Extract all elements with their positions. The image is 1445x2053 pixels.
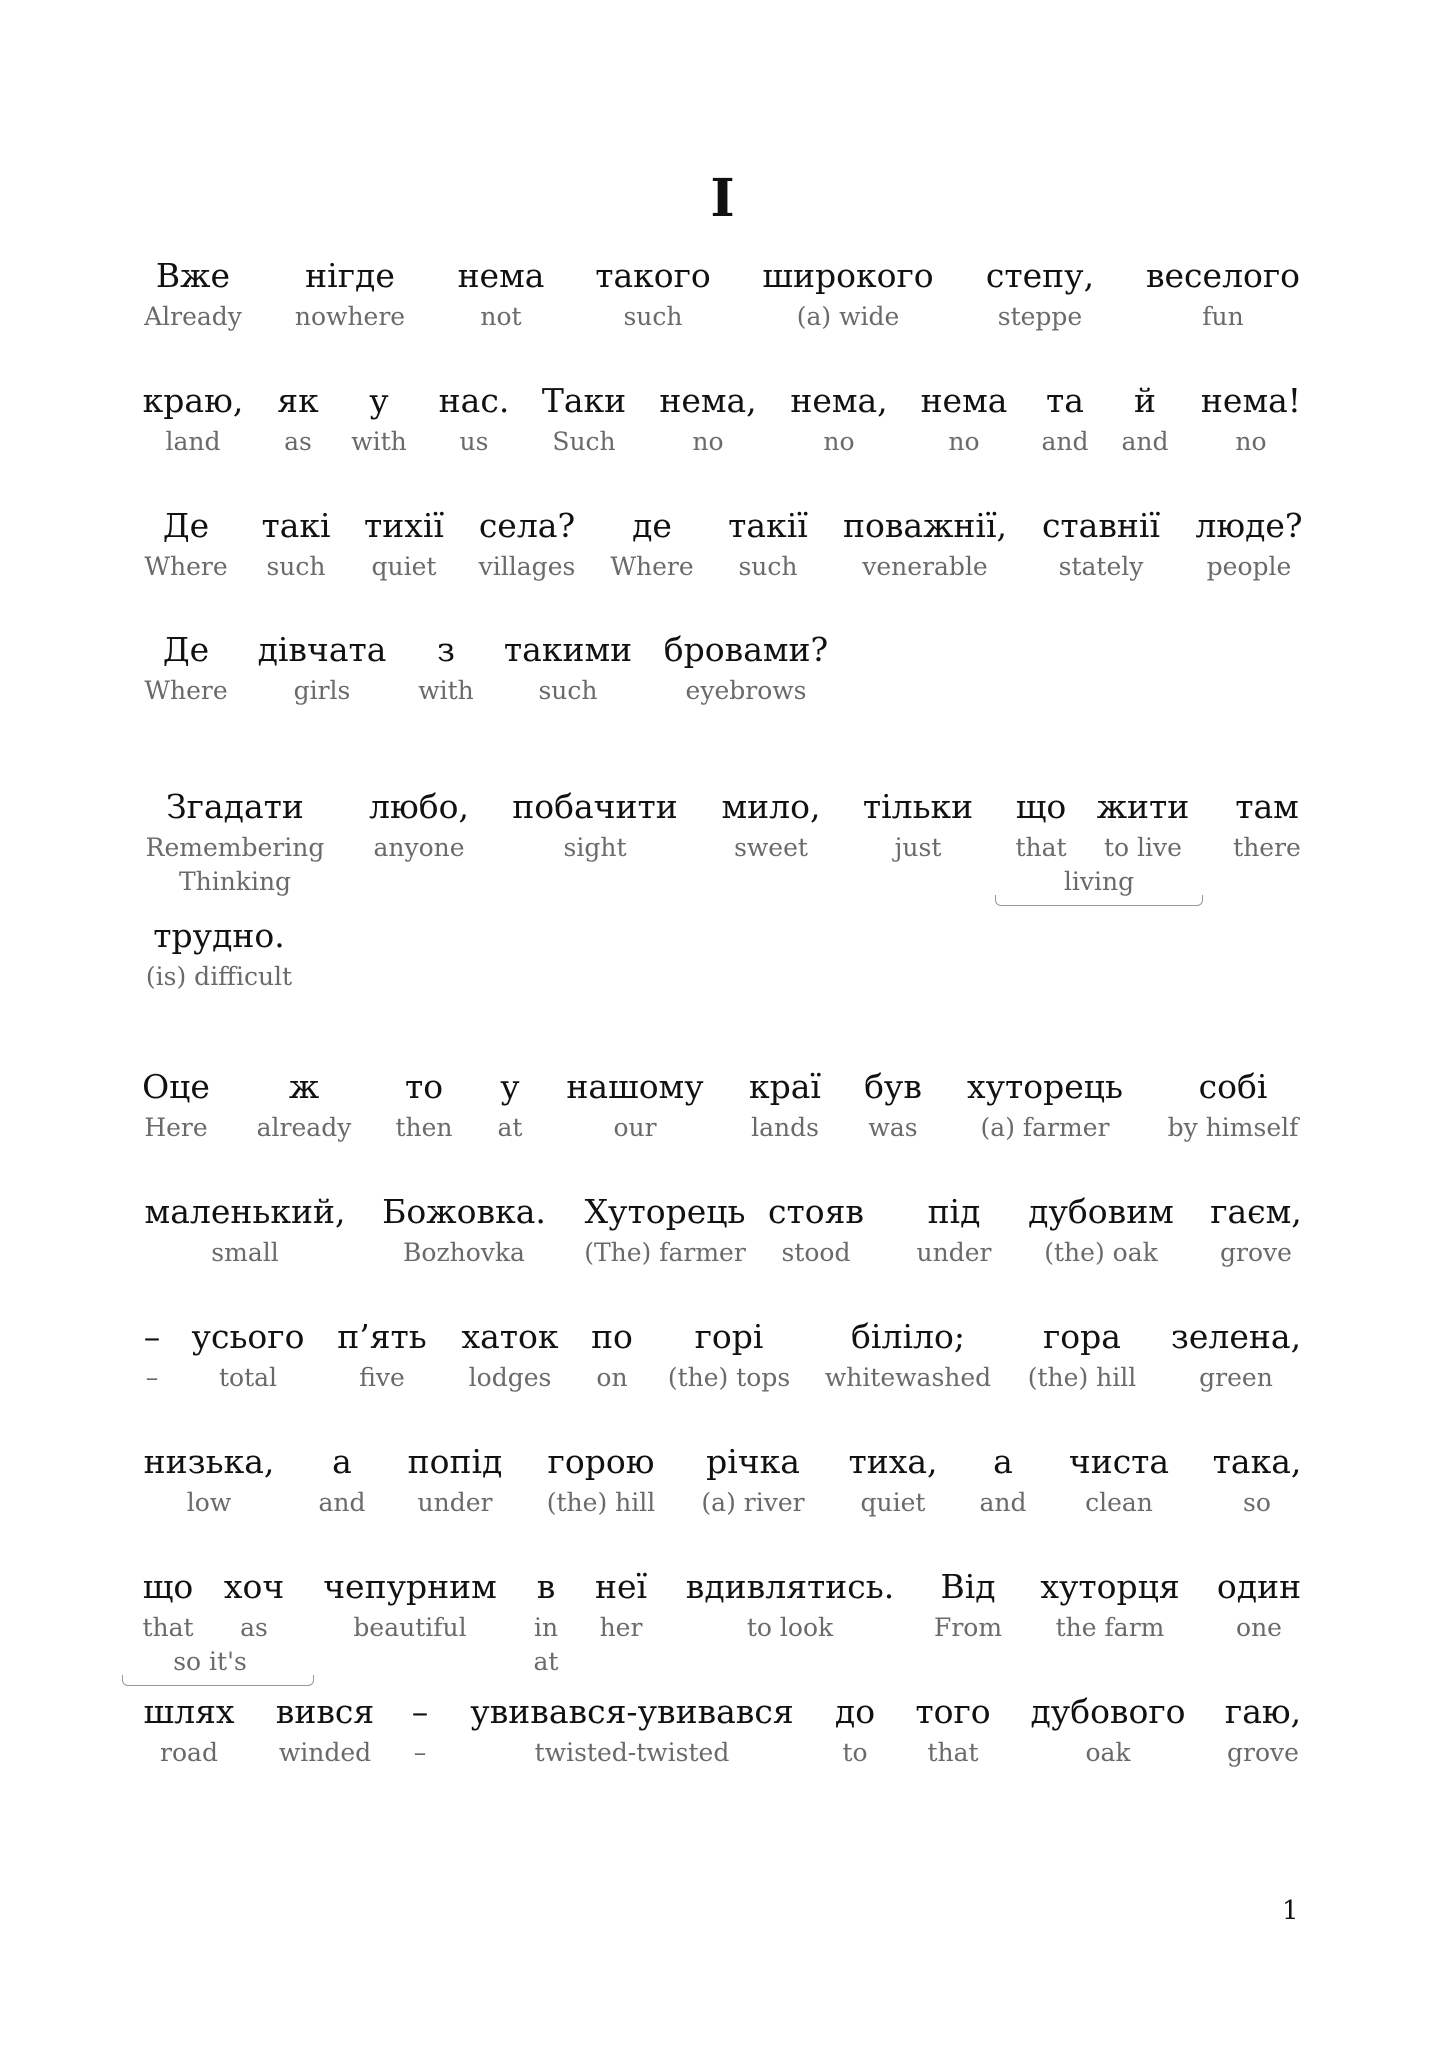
- english-gloss: with: [418, 676, 474, 705]
- page-number: 1: [1282, 1896, 1299, 1926]
- ukrainian-word: стояв: [767, 1192, 865, 1231]
- ukrainian-word: мило,: [721, 787, 821, 826]
- english-gloss: her: [599, 1613, 643, 1642]
- english-gloss: five: [359, 1363, 405, 1392]
- ukrainian-word: у: [369, 381, 389, 420]
- ukrainian-word: бровами?: [663, 630, 829, 669]
- english-gloss: Remembering: [145, 833, 325, 862]
- ukrainian-word: маленький,: [144, 1192, 346, 1231]
- ukrainian-word: нас.: [438, 381, 510, 420]
- ukrainian-word: попід: [407, 1442, 503, 1481]
- english-gloss: (the) hill: [1027, 1363, 1137, 1392]
- ukrainian-word: тиха,: [848, 1442, 938, 1481]
- english-gloss: such: [738, 552, 798, 581]
- ukrainian-word: хуторця: [1040, 1567, 1180, 1606]
- ukrainian-word: де: [632, 506, 672, 545]
- ukrainian-word: горою: [547, 1442, 655, 1481]
- english-gloss: not: [480, 302, 522, 331]
- english-gloss: low: [186, 1488, 232, 1517]
- ukrainian-word: краю,: [142, 381, 244, 420]
- english-gloss: to look: [746, 1613, 834, 1642]
- ukrainian-word: ж: [288, 1067, 320, 1106]
- english-gloss: as: [284, 427, 312, 456]
- ukrainian-word: нема,: [659, 381, 757, 420]
- english-gloss: stood: [781, 1238, 851, 1267]
- english-gloss: green: [1199, 1363, 1273, 1392]
- bracket-gloss: so it's: [173, 1647, 247, 1676]
- ukrainian-word: дубового: [1030, 1692, 1186, 1731]
- ukrainian-word: там: [1235, 787, 1299, 826]
- english-gloss: then: [395, 1113, 453, 1142]
- ukrainian-word: –: [143, 1317, 161, 1356]
- english-gloss: (is) difficult: [145, 962, 293, 991]
- english-gloss: was: [868, 1113, 918, 1142]
- english-gloss: beautiful: [353, 1613, 467, 1642]
- english-gloss: girls: [293, 676, 351, 705]
- english-gloss: as: [240, 1613, 268, 1642]
- english-gloss: (the) tops: [667, 1363, 791, 1392]
- ukrainian-word: того: [915, 1692, 991, 1731]
- english-gloss: (a) wide: [796, 302, 900, 331]
- ukrainian-word: Де: [162, 630, 210, 669]
- ukrainian-word: річка: [706, 1442, 800, 1481]
- english-gloss: with: [351, 427, 407, 456]
- english-gloss: to: [842, 1738, 868, 1767]
- ukrainian-word: тихії: [364, 506, 444, 545]
- ukrainian-word: нема,: [790, 381, 888, 420]
- english-gloss: lodges: [468, 1363, 552, 1392]
- ukrainian-word: нашому: [566, 1067, 704, 1106]
- ukrainian-word: хуторець: [967, 1067, 1123, 1106]
- english-gloss: and: [1121, 427, 1169, 456]
- ukrainian-word: зелена,: [1170, 1317, 1302, 1356]
- ukrainian-word: був: [864, 1067, 922, 1106]
- ukrainian-word: чиста: [1068, 1442, 1170, 1481]
- ukrainian-word: така,: [1212, 1442, 1302, 1481]
- ukrainian-word: під: [927, 1192, 981, 1231]
- ukrainian-word: нігде: [305, 256, 395, 295]
- ukrainian-word: собі: [1198, 1067, 1268, 1106]
- english-gloss: villages: [478, 552, 576, 581]
- ukrainian-word: ставнії: [1041, 506, 1161, 545]
- english-gloss: the farm: [1055, 1613, 1165, 1642]
- ukrainian-word: хаток: [461, 1317, 559, 1356]
- english-gloss: sweet: [734, 833, 808, 862]
- english-gloss: (a) farmer: [980, 1113, 1110, 1142]
- english-gloss: and: [1041, 427, 1089, 456]
- english-gloss: small: [211, 1238, 279, 1267]
- alternate-gloss: Thinking: [178, 867, 292, 896]
- ukrainian-word: неї: [594, 1567, 648, 1606]
- english-gloss: under: [417, 1488, 493, 1517]
- english-gloss: Where: [610, 552, 694, 581]
- ukrainian-word: що: [1015, 787, 1067, 826]
- english-gloss: that: [1015, 833, 1067, 862]
- english-gloss: quiet: [371, 552, 437, 581]
- ukrainian-word: люде?: [1195, 506, 1303, 545]
- english-gloss: Already: [144, 302, 242, 331]
- ukrainian-word: такії: [728, 506, 808, 545]
- english-gloss: and: [979, 1488, 1027, 1517]
- ukrainian-word: усього: [191, 1317, 305, 1356]
- english-gloss: sight: [563, 833, 627, 862]
- english-gloss: road: [160, 1738, 218, 1767]
- english-gloss: Here: [144, 1113, 208, 1142]
- ukrainian-word: села?: [478, 506, 576, 545]
- ukrainian-word: гаю,: [1224, 1692, 1302, 1731]
- english-gloss: (the) oak: [1044, 1238, 1158, 1267]
- ukrainian-word: дубовим: [1028, 1192, 1174, 1231]
- ukrainian-word: й: [1134, 381, 1156, 420]
- ukrainian-word: вився: [275, 1692, 375, 1731]
- english-gloss: total: [218, 1363, 278, 1392]
- english-gloss: us: [459, 427, 489, 456]
- english-gloss: anyone: [373, 833, 465, 862]
- english-gloss: in: [533, 1613, 559, 1642]
- ukrainian-word: шлях: [143, 1692, 235, 1731]
- english-gloss: Where: [144, 676, 228, 705]
- ukrainian-word: поважнії,: [842, 506, 1008, 545]
- english-gloss: (a) river: [701, 1488, 805, 1517]
- ukrainian-word: нема: [920, 381, 1008, 420]
- english-gloss: whitewashed: [824, 1363, 992, 1392]
- english-gloss: stately: [1058, 552, 1144, 581]
- english-gloss: winded: [278, 1738, 372, 1767]
- english-gloss: clean: [1085, 1488, 1153, 1517]
- english-gloss: no: [823, 427, 855, 456]
- ukrainian-word: побачити: [512, 787, 678, 826]
- english-gloss: just: [894, 833, 942, 862]
- ukrainian-word: вдивлятись.: [685, 1567, 895, 1606]
- english-gloss: to live: [1104, 833, 1182, 862]
- english-gloss: that: [927, 1738, 979, 1767]
- english-gloss: eyebrows: [685, 676, 807, 705]
- ukrainian-word: такі: [261, 506, 331, 545]
- ukrainian-word: чепурним: [323, 1567, 497, 1606]
- english-gloss: no: [692, 427, 724, 456]
- english-gloss: quiet: [860, 1488, 926, 1517]
- ukrainian-word: як: [277, 381, 319, 420]
- ukrainian-word: гаєм,: [1210, 1192, 1302, 1231]
- ukrainian-word: широкого: [762, 256, 934, 295]
- english-gloss: and: [318, 1488, 366, 1517]
- english-gloss: people: [1206, 552, 1292, 581]
- english-gloss: venerable: [862, 552, 988, 581]
- ukrainian-word: нема!: [1200, 381, 1302, 420]
- english-gloss: our: [613, 1113, 657, 1142]
- english-gloss: no: [1235, 427, 1267, 456]
- ukrainian-word: веселого: [1145, 256, 1301, 295]
- english-gloss: under: [916, 1238, 992, 1267]
- ukrainian-word: такими: [503, 630, 633, 669]
- ukrainian-word: то: [404, 1067, 444, 1106]
- ukrainian-word: а: [993, 1442, 1013, 1481]
- ukrainian-word: трудно.: [153, 916, 285, 955]
- english-gloss: fun: [1202, 302, 1244, 331]
- ukrainian-word: жити: [1096, 787, 1190, 826]
- ukrainian-word: що: [142, 1567, 194, 1606]
- english-gloss: twisted-twisted: [534, 1738, 730, 1767]
- english-gloss: that: [142, 1613, 194, 1642]
- ukrainian-word: п’ять: [337, 1317, 427, 1356]
- ukrainian-word: біліло;: [851, 1317, 965, 1356]
- english-gloss: on: [596, 1363, 628, 1392]
- chapter-heading: I: [710, 168, 735, 229]
- ukrainian-word: низька,: [143, 1442, 275, 1481]
- ukrainian-word: один: [1216, 1567, 1302, 1606]
- english-gloss: lands: [751, 1113, 819, 1142]
- ukrainian-word: Де: [162, 506, 210, 545]
- ukrainian-word: Згадати: [166, 787, 304, 826]
- ukrainian-word: краї: [749, 1067, 821, 1106]
- ukrainian-word: Хуторець: [584, 1192, 746, 1231]
- english-gloss: such: [623, 302, 683, 331]
- english-gloss: From: [933, 1613, 1003, 1642]
- english-gloss: land: [165, 427, 221, 456]
- ukrainian-word: а: [332, 1442, 352, 1481]
- english-gloss: grove: [1227, 1738, 1299, 1767]
- english-gloss: (The) farmer: [584, 1238, 746, 1267]
- ukrainian-word: Вже: [155, 256, 231, 295]
- english-gloss: at: [497, 1113, 523, 1142]
- english-gloss: Bozhovka: [403, 1238, 525, 1267]
- ukrainian-word: до: [834, 1692, 876, 1731]
- english-gloss: –: [145, 1363, 159, 1392]
- ukrainian-word: гора: [1043, 1317, 1121, 1356]
- ukrainian-word: Від: [940, 1567, 996, 1606]
- english-gloss: grove: [1220, 1238, 1292, 1267]
- ukrainian-word: тільки: [862, 787, 974, 826]
- ukrainian-word: нема: [457, 256, 545, 295]
- ukrainian-word: –: [411, 1692, 429, 1731]
- ukrainian-word: та: [1046, 381, 1084, 420]
- ukrainian-word: степу,: [985, 256, 1095, 295]
- ukrainian-word: по: [591, 1317, 633, 1356]
- ukrainian-word: любо,: [369, 787, 469, 826]
- ukrainian-word: горі: [694, 1317, 764, 1356]
- ukrainian-word: такого: [595, 256, 711, 295]
- english-gloss: already: [256, 1113, 352, 1142]
- ukrainian-word: Таки: [541, 381, 627, 420]
- ukrainian-word: в: [536, 1567, 556, 1606]
- english-gloss: oak: [1085, 1738, 1131, 1767]
- english-gloss: Such: [552, 427, 616, 456]
- english-gloss: such: [266, 552, 326, 581]
- ukrainian-word: Оце: [142, 1067, 210, 1106]
- bracket-gloss: living: [1063, 867, 1135, 896]
- english-gloss: steppe: [997, 302, 1083, 331]
- english-gloss: by himself: [1167, 1113, 1299, 1142]
- ukrainian-word: Божовка.: [382, 1192, 546, 1231]
- ukrainian-word: хоч: [223, 1567, 285, 1606]
- alternate-gloss: at: [533, 1647, 559, 1676]
- english-gloss: such: [538, 676, 598, 705]
- english-gloss: there: [1233, 833, 1301, 862]
- english-gloss: Where: [144, 552, 228, 581]
- english-gloss: nowhere: [294, 302, 406, 331]
- ukrainian-word: дівчата: [257, 630, 387, 669]
- ukrainian-word: увивався-увивався: [470, 1692, 794, 1731]
- ukrainian-word: з: [437, 630, 455, 669]
- english-gloss: no: [948, 427, 980, 456]
- english-gloss: so: [1243, 1488, 1271, 1517]
- ukrainian-word: у: [500, 1067, 520, 1106]
- english-gloss: one: [1236, 1613, 1282, 1642]
- english-gloss: –: [413, 1738, 427, 1767]
- english-gloss: (the) hill: [546, 1488, 656, 1517]
